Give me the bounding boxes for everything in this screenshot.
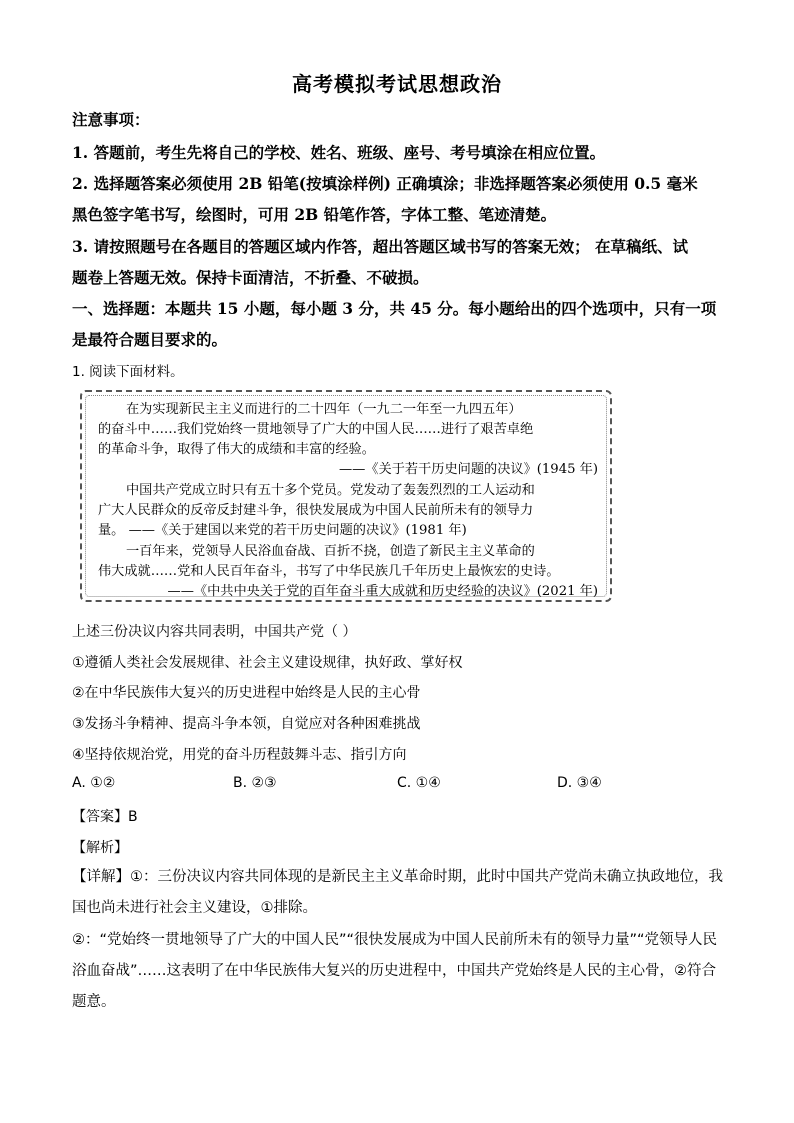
answer-line <box>72 806 138 826</box>
material-line-5: 广大人民群众的反帝反封建斗争，很快发展成为中国人民前所未有的领导力 <box>98 503 534 518</box>
material-line-6: 一百年来，党领导人民浴血奋战、百折不挠，创造了新民主主义革命的 <box>126 544 535 559</box>
material-line-3: 的革命斗争，取得了伟大的成绩和丰富的经验。 <box>98 442 375 457</box>
statement-3: ③发扬斗争精神、提高斗争本领，自觉应对各种困难挑战 <box>72 716 421 732</box>
analysis-detail-2: ②：“党始终一贯地领导了广大的中国人民”“很快发展成为中国人民前所未有的领导力量”“党领导人民浴血奋战”……这表明了在中华民族伟大复兴的历史进程中，中国共产党始终是人民的主心骨，②符合题意。 <box>72 932 718 1010</box>
notice-heading: 注意事项： <box>72 110 150 129</box>
material-line-4: 中国共产党成立时只有五十多个党员。党发动了轰轰烈烈的工人运动和 <box>126 483 535 498</box>
material-line-7: 伟大成就……党和人民百年奋斗，书写了中华民族几千年历史上最恢宏的史诗。 <box>98 564 560 579</box>
answer-value: B <box>128 809 138 825</box>
analysis-label: 【解析】 <box>72 840 128 856</box>
option-d: D. ③④ <box>557 775 602 791</box>
analysis-detail-1 <box>72 862 724 924</box>
statement-2: ②在中华民族伟大复兴的历史进程中始终是人民的主心骨 <box>72 685 421 701</box>
material-line-1: 在为实现新民主主义而进行的二十四年（一九二一年至一九四五年） <box>126 402 522 417</box>
material-source-1945: ——《关于若干历史问题的决议》(1945 年) <box>338 462 598 477</box>
material-line-2: 的奋斗中……我们党始终一贯地领导了广大的中国人民……进行了艰苦卓绝 <box>98 422 534 437</box>
notice-item-2: 2. 选择题答案必须使用 2B 铅笔(按填涂样例) 正确填涂；非选择题答案必须使用 0.5 毫米 <box>72 174 698 193</box>
notice-item-3-cont: 题卷上答题无效。保持卡面清洁，不折叠、不破损。 <box>72 268 429 287</box>
material-source-1981: 量。 ——《关于建国以来党的若干历史问题的决议》(1981 年) <box>98 523 467 538</box>
page-title: 高考模拟考试思想政治 <box>292 72 502 96</box>
question-stem: 1. 阅读下面材料。 <box>72 364 184 380</box>
option-a: A. ①② <box>72 775 116 791</box>
statement-1: ①遵循人类社会发展规律、社会主义建设规律，执好政、掌好权 <box>72 655 463 671</box>
section-heading: 一、选择题：本题共 15 小题，每小题 3 分，共 45 分。每小题给出的四个选项中，只有一项 <box>72 299 717 318</box>
option-b: B. ②③ <box>233 775 277 791</box>
notice-item-1: 1. 答题前，考生先将自己的学校、姓名、班级、座号、考号填涂在相应位置。 <box>72 143 606 162</box>
notice-item-3: 3. 请按照题号在各题目的答题区域内作答，超出答题区域书写的答案无效； 在草稿纸、试 <box>72 237 688 256</box>
option-c: C. ①④ <box>397 775 441 791</box>
notice-item-2-cont: 黑色签字笔书写，绘图时，可用 2B 铅笔作答，字体工整、笔迹清楚。 <box>72 205 557 224</box>
detail-1-text: ①：三份决议内容共同体现的是新民主主义革命时期，此时中国共产党尚未确立执政地位，我国也尚未进行社会主义建设，①排除。 <box>72 869 723 916</box>
answer-label: 【答案】 <box>72 809 128 825</box>
question-prompt: 上述三份决议内容共同表明，中国共产党（ ） <box>72 624 357 640</box>
statement-4: ④坚持依规治党，用党的奋斗历程鼓舞斗志、指引方向 <box>72 747 407 763</box>
detail-label: 【详解】 <box>72 869 130 885</box>
section-heading-cont: 是最符合题目要求的。 <box>72 330 228 349</box>
material-source-2021: ——《中共中央关于党的百年奋斗重大成就和历史经验的决议》(2021 年) <box>167 584 598 599</box>
